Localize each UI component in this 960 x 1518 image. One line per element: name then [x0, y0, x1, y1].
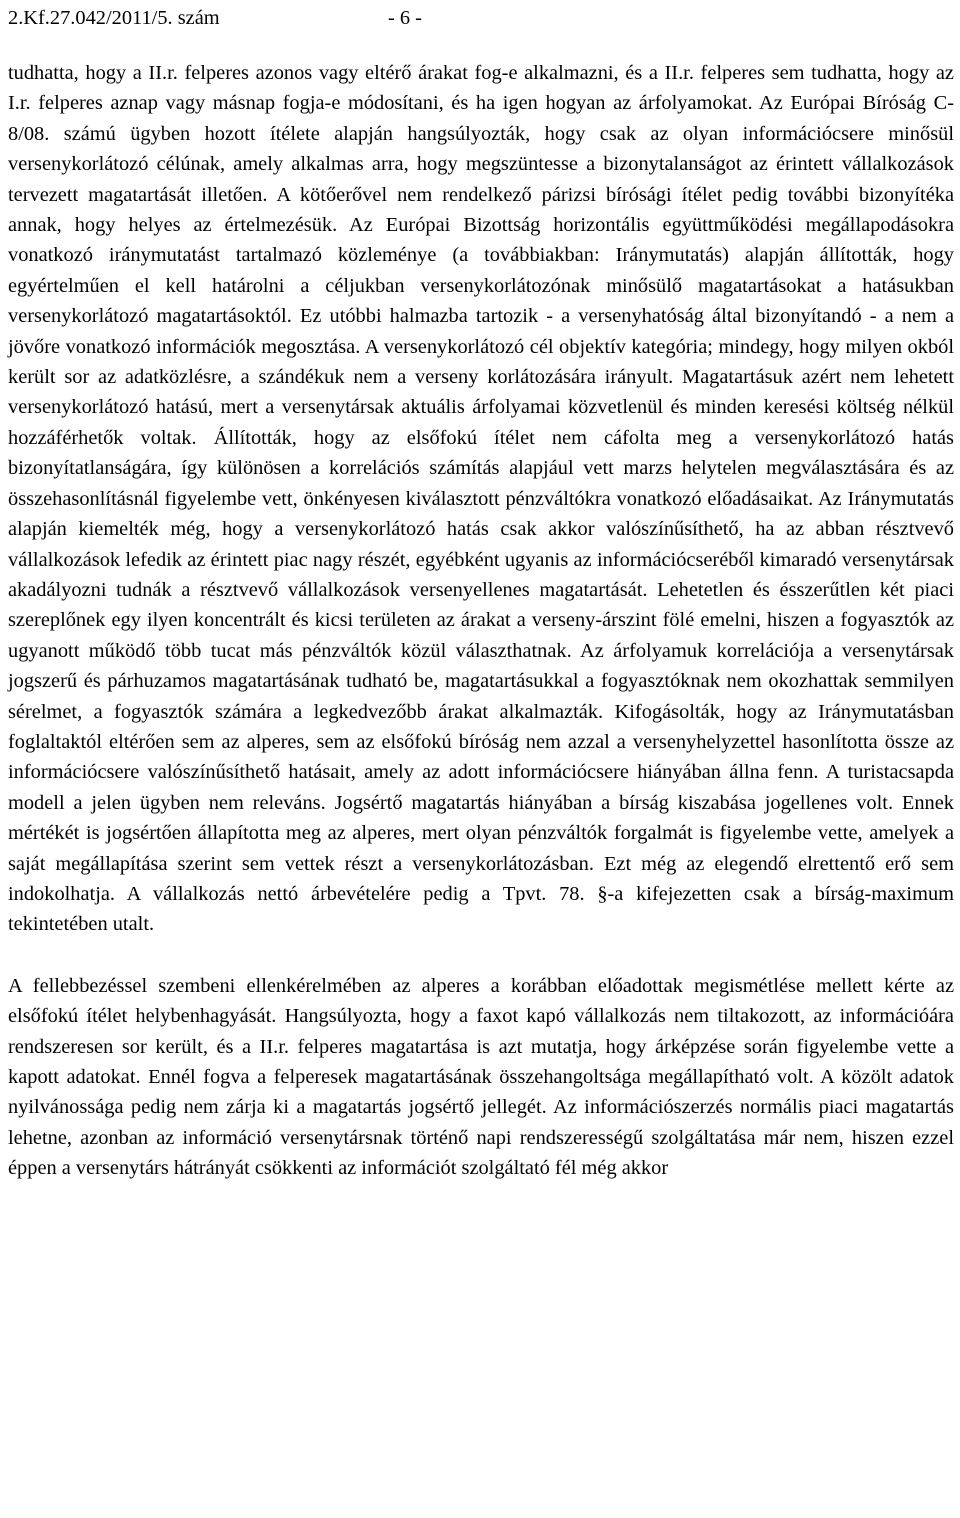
body-paragraph: tudhatta, hogy a II.r. felperes azonos vagy eltérő árakat fog-e alkalmazni, és a II.r. felperes sem tudhatta, hogy az I.r. felperes aznap vagy másnap fogja-e módosítani, és ha igen hogyan az árfolyamokat. Az Európai Bíróság C-8/08. számú ügyben hozott ítélete alapján hangsúlyozták, hogy csak az olyan információcsere minősül versenykorlátozó célúnak, amely alkalmas arra, hogy megszüntesse a bizonytalanságot az érintett vállalkozások tervezett magatartását illetően. A kötőerővel nem rendelkező párizsi bírósági ítélet pedig további bizonyítéka annak, hogy helyes az értelmezésük. Az Európai Bizottság horizontális együttműködési megállapodásokra vonatkozó iránymutatást tartalmazó közleménye (a továbbiakban: Iránymutatás) alapján állították, hogy egyértelműen el kell határolni a céljukban versenykorlátozónak minősülő magatartásokat a hatásukban versenykorlátozó magatartásoktól. Ez utóbbi halmazba tartozik - a versenyhatóság által bizonyítandó - a nem a jövőre vonatkozó információk megosztása. A versenykorlátozó cél objektív kategória; mindegy, hogy milyen okból került sor az adatközlésre, a szándékuk nem a verseny korlátozására irányult. Magatartásuk azért nem lehetett versenykorlátozó hatású, mert a versenytársak aktuális árfolyamai közvetlenül és minden keresési költség nélkül hozzáférhetők voltak. Állították, hogy az elsőfokú ítélet nem cáfolta meg a versenykorlátozó hatás bizonyítatlanságára, így különösen a korrelációs számítás alapjául vett marzs helytelen megválasztására és az összehasonlításnál figyelembe vett, önkényesen kiválasztott pénzváltókra vonatkozó előadásaikat. Az Iránymutatás alapján kiemelték még, hogy a versenykorlátozó hatás csak akkor valószínűsíthető, ha az abban résztvevő vállalkozások lefedik az érintett piac nagy részét, egyébként ugyanis az információcseréből kimaradó versenytársak akadályozni tudnák a résztvevő vállalkozások versenyellenes magatartását. Lehetetlen és ésszerűtlen két piaci szereplőnek egy ilyen koncentrált és kicsi területen az árakat a verseny-árszint fölé emelni, hiszen a fogyasztók az ugyanott működő több tucat más pénzváltók közül választhatnak. Az árfolyamuk korrelációja a versenytársak jogszerű és párhuzamos magatartásának tudható be, magatartásukkal a fogyasztóknak nem okozhattak semmilyen sérelmet, a fogyasztók számára a legkedvezőbb árakat alkalmazták. Kifogásolták, hogy az Iránymutatásban foglaltaktól eltérően sem az alperes, sem az elsőfokú bíróság nem azzal a versenyhelyzettel hasonlította össze az információcsere valószínűsíthető hatásait, amely az adott információcsere hiányában állna fenn. A turistacsapda modell a jelen ügyben nem releváns. Jogsértő magatartás hiányában a bírság kiszabása jogellenes volt. Ennek mértékét is jogsértően állapította meg az alperes, mert olyan pénzváltók forgalmát is figyelembe vette, amelyek a saját megállapítása szerint sem vettek részt a versenykorlátozásban. Ezt még az elegendő elrettentő erő sem indokolhatja. A vállalkozás nettó árbevételére pedig a Tpvt. 78. §-a kifejezetten csak a bírság-maximum tekintetében utalt. [8, 62, 954, 936]
document-page [8, 0, 954, 1184]
document-body [8, 58, 954, 1184]
body-paragraph: A fellebbezéssel szembeni ellenkérelmében az alperes a korábban előadottak megismétlése mellett kérte az elsőfokú ítélet helybenhagyását. Hangsúlyozta, hogy a faxot kapó vállalkozás nem tiltakozott, az információára rendszeresen sor került, és a II.r. felperes magatartása is azt mutatja, hogy árképzése során figyelembe vette a kapott adatokat. Ennél fogva a felperesek magatartásának összehangoltsága megállapítható volt. A közölt adatok nyilvánossága pedig nem zárja ki a magatartás jogsértő jellegét. Az információszerzés normális piaci magatartás lehetne, azonban az információ versenytársnak történő napi rendszerességű szolgáltatása már nem, hiszen ezzel éppen a versenytárs hátrányát csökkenti az információt szolgáltató fél még akkor [8, 974, 954, 1180]
paragraph-gap [8, 940, 954, 971]
page-number: - 6 - [388, 7, 422, 29]
case-number: 2.Kf.27.042/2011/5. szám [8, 7, 220, 29]
page-header [8, 0, 954, 36]
